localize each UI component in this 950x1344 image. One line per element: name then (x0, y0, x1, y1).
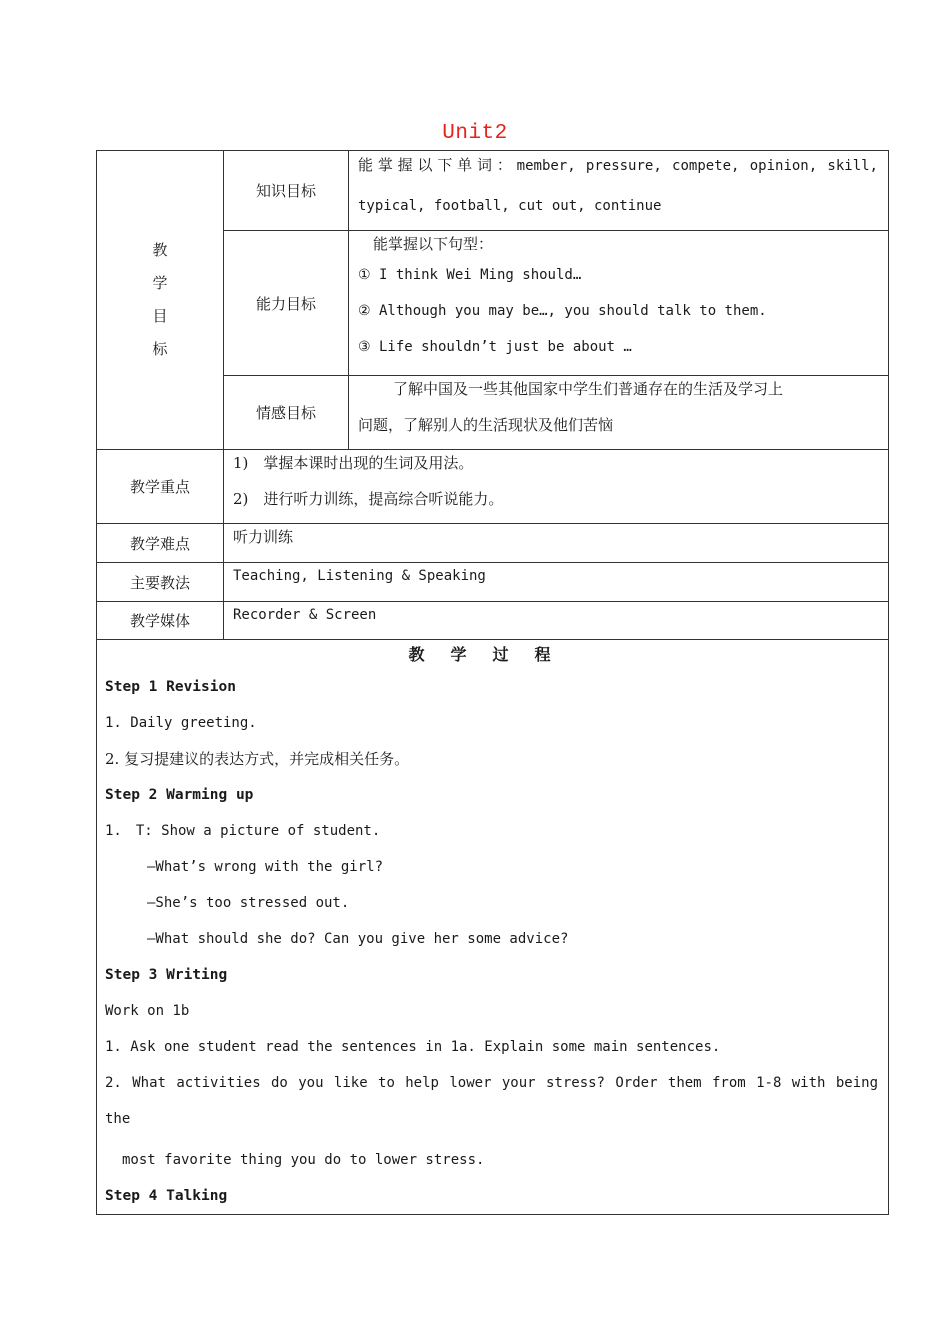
ability-goal-content (349, 231, 889, 376)
media-text: Recorder & Screen (233, 607, 377, 623)
ability-item: ③ Life shouldn’t just be about … (358, 339, 632, 355)
lesson-plan-table (96, 150, 889, 1215)
method-value (224, 563, 889, 602)
step-1-item: 2. 复习提建议的表达方式，并完成相关任务。 (105, 750, 410, 768)
method-text: Teaching, Listening & Speaking (233, 568, 486, 584)
process-heading: 教学过程 (408, 645, 577, 664)
ability-item: ① I think Wei Ming should… (358, 267, 582, 283)
goals-label-char: 教 (152, 241, 168, 259)
step-3-work: Work on 1b (105, 1003, 190, 1019)
difficulty-text: 听力训练 (233, 528, 294, 546)
knowledge-goal-label: 知识目标 (224, 151, 349, 231)
step-2-dialogue: —She’s too stressed out. (147, 895, 350, 911)
step-3-item-1: 1. Ask one student read the sentences in 1a. Explain some main sentences. (105, 1039, 721, 1055)
step-1-title: Step 1 Revision (105, 679, 236, 695)
goals-label-char: 学 (152, 274, 168, 292)
ability-item: ② Although you may be…, you should talk to them. (358, 303, 767, 319)
knowledge-goal-content (349, 151, 889, 231)
goals-label-char: 标 (152, 340, 168, 358)
step-3-item-2-cont: most favorite thing you do to lower stress. (122, 1152, 485, 1168)
step-2-item: 1. T: Show a picture of student. (105, 823, 381, 839)
emotion-goal-content (349, 376, 889, 450)
step-2-dialogue: —What’s wrong with the girl? (147, 859, 384, 875)
teaching-process (97, 640, 889, 1215)
step-3-item-2: 2. What activities do you like to help lower your stress? Order them from 1-8 with being the (105, 1075, 878, 1127)
goals-label-char: 目 (152, 307, 168, 325)
knowledge-words-line2: typical, football, cut out, continue (358, 198, 662, 214)
page-title: Unit2 (442, 122, 508, 145)
goals-label (97, 151, 224, 450)
emotion-line-2: 问题，了解别人的生活现状及他们苦恼 (358, 416, 614, 434)
step-3-title: Step 3 Writing (105, 967, 228, 983)
media-value (224, 602, 889, 640)
difficulty-label: 教学难点 (97, 524, 224, 563)
key-points-label: 教学重点 (97, 450, 224, 524)
step-4-title: Step 4 Talking (105, 1188, 228, 1204)
media-label: 教学媒体 (97, 602, 224, 640)
knowledge-prefix: 能掌握以下单词： (358, 156, 517, 174)
key-points-content (224, 450, 889, 524)
step-1-item: 1. Daily greeting. (105, 715, 257, 731)
emotion-goal-label: 情感目标 (224, 376, 349, 450)
emotion-line-1: 了解中国及一些其他国家中学生们普通存在的生活及学习上 (393, 380, 784, 398)
ability-intro: 能掌握以下句型： (373, 235, 494, 253)
ability-goal-label: 能力目标 (224, 231, 349, 376)
knowledge-words-line1: member, pressure, compete, opinion, skill, (516, 158, 878, 174)
method-label: 主要教法 (97, 563, 224, 602)
step-2-title: Step 2 Warming up (105, 787, 254, 803)
key-point-item: 1) 掌握本课时出现的生词及用法。 (233, 454, 474, 472)
difficulty-value (224, 524, 889, 563)
key-point-item: 2) 进行听力训练，提高综合听说能力。 (233, 490, 504, 508)
step-2-dialogue: —What should she do? Can you give her some advice? (147, 931, 569, 947)
